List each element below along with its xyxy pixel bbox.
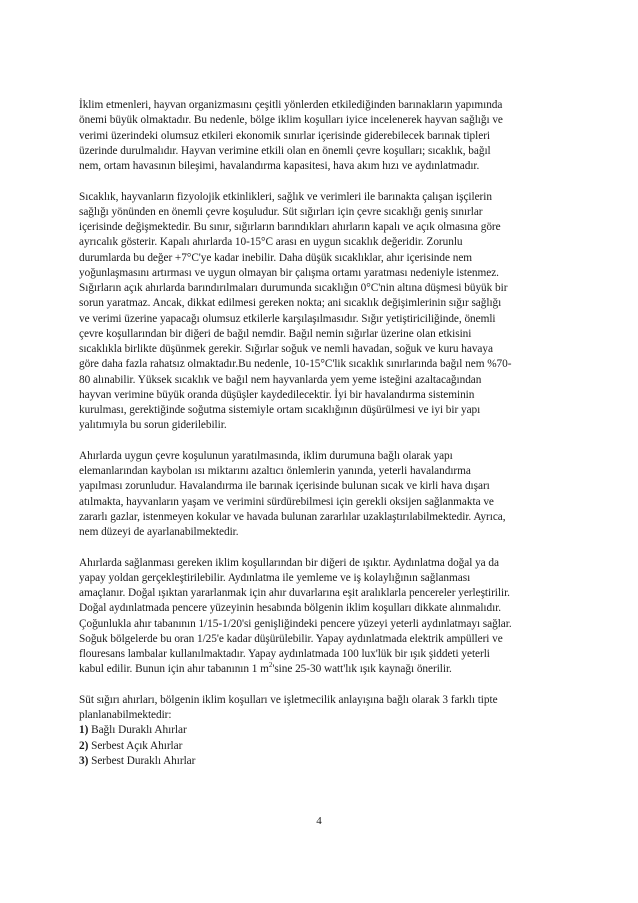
- list-text: Serbest Duraklı Ahırlar: [88, 754, 196, 767]
- text-line: yoğunlaşmasını artırması ve uygun olmayan bir çalışma ortamı yaratması nedeniyle istenmez.: [79, 266, 499, 279]
- text-fragment: 'sine 25-30 watt'lık ışık kaynağı önerilir.: [272, 663, 452, 676]
- text-line: sorun yaratmaz. Ancak, dikkat edilmesi gereken nokta; ani sıcaklık değişimlerinin sığır sağlığı: [79, 297, 502, 310]
- superscript: 2: [268, 661, 273, 670]
- text-line: sıcaklıkla birlikte düşünmek gerekir. Sığırlar soğuk ve nemli havadan, soğuk ve kuru havaya: [79, 343, 493, 355]
- text-line: göre daha fazla rahatsız olmaktadır.Bu nedenle, 10-15°C'lik sıcaklık sınırlarında bağıl nem %70-: [79, 358, 512, 371]
- text-line: İklim etmenleri, hayvan organizmasını çeşitli yönlerden etkilediğinden barınakların yapımında: [79, 99, 503, 111]
- text-line: önemi büyük olmaktadır. Bu nedenle, bölge iklim koşulları iyice incelenerek hayvan sağlığı ve: [79, 114, 503, 127]
- list-number: 3): [79, 754, 89, 767]
- text-line: planlanabilmektedir:: [79, 709, 172, 721]
- list-item: [79, 723, 569, 738]
- page-content: [79, 98, 569, 769]
- text-line: nem düzeyi de ayarlanabilmektedir.: [79, 526, 239, 538]
- text-line: atılmakta, hayvanların yaşam ve verimini sürdürebilmesi için gerekli oksijen sağlanmakta ve: [79, 495, 494, 508]
- text-line: üzerinde durulmalıdır. Hayvan verimine etkili olan en önemli çevre koşulları; sıcaklık, bağıl: [79, 144, 491, 157]
- text-line: 80 alınabilir. Yüksek sıcaklık ve bağıl nem hayvanlarda yem yeme isteğini azaltacağından: [79, 373, 482, 386]
- text-line: durumlarda bu değer +7°C'ye kadar inebilir. Daha düşük sıcaklıklar, ahır içerisinde nem: [79, 251, 473, 264]
- list-item: [79, 754, 569, 769]
- text-line: yapay yoldan gerçekleştirilebilir. Aydınlatma ile yemleme ve iş kolaylığının sağlanması: [79, 571, 471, 584]
- paragraph-ventilation: [79, 449, 569, 541]
- text-line: Süt sığırı ahırları, bölgenin iklim koşulları ve işletmecilik anlayışına bağlı olarak 3 farklı tipte: [79, 693, 498, 706]
- text-line: verimi üzerindeki olumsuz etkileri ekonomik sınırlar içerisinde giderebilecek barınak tipleri: [79, 129, 490, 142]
- page-number: 4: [316, 815, 322, 827]
- text-line: yapılması zorunludur. Havalandırma ile barınak içerisinde bulunan sıcak ve kirli hava dışarı: [79, 480, 490, 493]
- text-line: Doğal aydınlatmada pencere yüzeyinin hesabında bölgenin iklim koşulları dikkate alınmalıdır.: [79, 602, 502, 615]
- text-line: yalıtımıyla bu sorun giderilebilir.: [79, 419, 227, 432]
- text-line: Ahırlarda sağlanması gereken iklim koşullarından bir diğeri de ışıktır. Aydınlatma doğal ya da: [79, 556, 499, 569]
- text-fragment: kabul edilir. Bunun için ahır tabanının 1 m: [79, 663, 269, 676]
- text-line: amaçlanır. Doğal ışıktan yararlanmak için ahır duvarlarına eşit aralıklarla pencereler yerleştirilir.: [79, 587, 510, 599]
- text-line: ve verimi üzerine yapacağı olumsuz etkilerle karşılaşılmasıdır. Sığır yetiştiriciliğinde, önemli: [79, 312, 496, 325]
- text-line: nem, ortam havasının bileşimi, havalandırma kapasitesi, hava akım hızı ve aydınlatmadır.: [79, 160, 480, 172]
- list-number: 1): [79, 724, 89, 737]
- list-text: Bağlı Duraklı Ahırlar: [88, 724, 187, 737]
- text-line: içerisinde değişmektedir. Bu sınır, sığırların barındıkları ahırların kapalı ve açık olmasına göre: [79, 221, 501, 233]
- text-line: zararlı gazlar, istenmeyen kokular ve havada bulunan zararlılar uzaklaştırılabilmektedir. Ayrıca,: [79, 510, 506, 523]
- barn-types-section: [79, 693, 569, 769]
- text-line: sağlığı yönünden en önemli çevre koşuludur. Süt sığırları için çevre sıcaklığı geniş sınırlar: [79, 205, 483, 218]
- text-line: Sıcaklık, hayvanların fizyolojik etkinlikleri, sağlık ve verimleri ile barınakta çalışan işçilerin: [79, 190, 492, 203]
- list-item: [79, 739, 569, 754]
- text-line: çevre koşullarından bir diğeri de bağıl nemdir. Bağıl nemin sığırlar üzerine olan etkisini: [79, 327, 472, 340]
- text-line: kurulması, gerektiğinde soğutma sistemiyle ortam sıcaklığının düşürülmesi ve iyi bir yapı: [79, 404, 481, 416]
- text-line: elemanlarından kaybolan ısı miktarını azaltıcı önlemlerin yanında, yeterli havalandırma: [79, 465, 471, 477]
- text-line: hayvan verimine büyük oranda düşüşler kaydedilecektir. İyi bir havalandırma sisteminin: [79, 388, 475, 401]
- list-number: 2): [79, 739, 89, 752]
- paragraph-temperature: [79, 190, 569, 434]
- paragraph-lighting: [79, 556, 569, 678]
- text-line-with-superscript: [79, 662, 569, 677]
- paragraph-climate-factors: [79, 98, 569, 174]
- text-line: ayrıcalık gösterir. Kapalı ahırlarda 10-15°C arası en uygun sıcaklık değeridir. Zorunlu: [79, 236, 463, 249]
- text-line: Sığırların açık ahırlarda barındırılmaları durumunda sıcaklığın 0°C'nin altına düşmesi büyük bir: [79, 282, 508, 294]
- text-line: Soğuk bölgelerde bu oran 1/25'e kadar düşürülebilir. Yapay aydınlatmada elektrik ampülleri ve: [79, 632, 503, 645]
- text-line: Ahırlarda uygun çevre koşulunun yaratılmasında, iklim durumuna bağlı olarak yapı: [79, 449, 453, 462]
- text-line: flouresans lambalar kullanılmaktadır. Yapay aydınlatmada 100 lux'lük bir ışık şiddeti yeterli: [79, 648, 490, 660]
- text-line: Çoğunlukla ahır tabanının 1/15-1/20'si genişliğindeki pencere yüzeyi yeterli aydınlatmayı sağlar.: [79, 617, 512, 630]
- list-text: Serbest Açık Ahırlar: [88, 739, 183, 752]
